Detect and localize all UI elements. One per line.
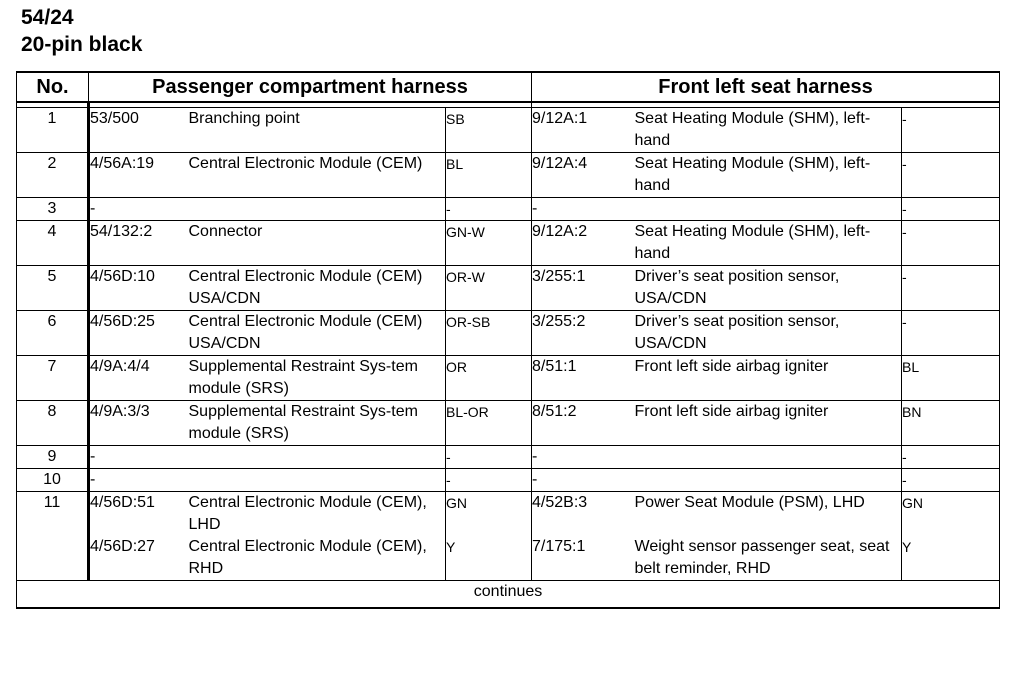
table-row (17, 311, 1000, 356)
passenger-description: Central Electronic Module (CEM) USA/CDN (189, 266, 446, 311)
table-row (17, 198, 1000, 221)
passenger-connector: - (89, 198, 189, 221)
seat-description (635, 446, 902, 469)
passenger-description: Supplemental Restraint Sys-tem module (SRS) (189, 356, 446, 401)
passenger-wire-color: - (446, 198, 532, 221)
seat-connector: - (532, 446, 635, 469)
passenger-wire-color: SB (446, 108, 532, 153)
row-number: 6 (17, 311, 89, 356)
row-number: 1 (17, 108, 89, 153)
passenger-wire-color: OR (446, 356, 532, 401)
seat-description: Weight sensor passenger seat, seat belt reminder, RHD (635, 536, 902, 581)
seat-wire-color: Y (902, 536, 1000, 581)
row-number: 10 (17, 469, 89, 492)
passenger-connector: 4/56D:25 (89, 311, 189, 356)
passenger-connector: - (89, 446, 189, 469)
seat-connector: 9/12A:4 (532, 153, 635, 198)
table-row (17, 108, 1000, 153)
seat-wire-color: - (902, 266, 1000, 311)
passenger-description: Central Electronic Module (CEM) USA/CDN (189, 311, 446, 356)
seat-connector: 8/51:2 (532, 401, 635, 446)
passenger-description (189, 469, 446, 492)
passenger-connector: 4/9A:4/4 (89, 356, 189, 401)
seat-wire-color: - (902, 108, 1000, 153)
table-row (17, 221, 1000, 266)
passenger-description: Supplemental Restraint Sys-tem module (SRS) (189, 401, 446, 446)
header-passenger-harness: Passenger compartment harness (89, 72, 532, 102)
row-number: 2 (17, 153, 89, 198)
row-number: 7 (17, 356, 89, 401)
row-number: 8 (17, 401, 89, 446)
passenger-connector: 4/56D:27 (89, 536, 189, 581)
connector-number: 54/24 (21, 6, 74, 29)
table-row (17, 446, 1000, 469)
seat-connector: 3/255:1 (532, 266, 635, 311)
seat-description (635, 198, 902, 221)
row-number: 5 (17, 266, 89, 311)
seat-connector: - (532, 198, 635, 221)
table-row (17, 153, 1000, 198)
passenger-description (189, 198, 446, 221)
passenger-description: Central Electronic Module (CEM), RHD (189, 536, 446, 581)
passenger-wire-color: - (446, 469, 532, 492)
table-row (17, 266, 1000, 311)
table-row (17, 492, 1000, 537)
seat-description: Power Seat Module (PSM), LHD (634, 494, 865, 511)
seat-description: Driver’s seat position sensor, USA/CDN (635, 311, 902, 356)
seat-description: Seat Heating Module (SHM), left-hand (635, 108, 902, 153)
passenger-wire-color: GN (446, 492, 532, 537)
seat-connector: 4/52B:3 (532, 494, 588, 511)
passenger-wire-color: - (446, 446, 532, 469)
passenger-connector: 4/56A:19 (89, 153, 189, 198)
row-number: 4 (17, 221, 89, 266)
row-number: 3 (17, 198, 89, 221)
passenger-connector: 4/9A:3/3 (89, 401, 189, 446)
passenger-wire-color: Y (446, 536, 532, 581)
table-header-row (17, 72, 1000, 102)
table-row (17, 356, 1000, 401)
row-number: 9 (17, 446, 89, 469)
passenger-wire-color: GN-W (446, 221, 532, 266)
passenger-connector: 4/56D:51 (90, 494, 155, 511)
passenger-description: Central Electronic Module (CEM) (189, 153, 446, 198)
passenger-wire-color: BL-OR (446, 401, 532, 446)
seat-connector: 3/255:2 (532, 311, 635, 356)
connector-description: 20-pin black (21, 33, 143, 56)
passenger-connector: - (89, 469, 189, 492)
seat-wire-color: BN (902, 401, 1000, 446)
passenger-connector: 53/500 (89, 108, 189, 153)
passenger-connector: 54/132:2 (89, 221, 189, 266)
passenger-wire-color: BL (446, 153, 532, 198)
seat-wire-color: - (902, 153, 1000, 198)
seat-description: Front left side airbag igniter (635, 401, 902, 446)
seat-connector: 7/175:1 (532, 536, 635, 581)
row-number: 11 (17, 492, 89, 581)
seat-wire-color: - (902, 198, 1000, 221)
seat-wire-color: GN (902, 492, 1000, 537)
table-row (17, 469, 1000, 492)
seat-connector: 9/12A:2 (532, 221, 635, 266)
seat-wire-color: - (902, 446, 1000, 469)
seat-connector: - (532, 469, 635, 492)
table-row (17, 401, 1000, 446)
seat-wire-color: BL (902, 356, 1000, 401)
seat-description: Seat Heating Module (SHM), left-hand (635, 153, 902, 198)
passenger-description: Connector (189, 221, 446, 266)
page-header (21, 4, 142, 58)
header-seat-harness: Front left seat harness (532, 72, 1000, 102)
seat-description: Driver’s seat position sensor, USA/CDN (635, 266, 902, 311)
seat-description (635, 469, 902, 492)
seat-connector: 9/12A:1 (532, 108, 635, 153)
table-row (17, 536, 1000, 581)
seat-connector: 8/51:1 (532, 356, 635, 401)
passenger-description (189, 446, 446, 469)
seat-wire-color: - (902, 469, 1000, 492)
passenger-connector: 4/56D:10 (89, 266, 189, 311)
seat-wire-color: - (902, 311, 1000, 356)
header-number: No. (17, 72, 89, 102)
passenger-description: Branching point (189, 108, 446, 153)
table-body (17, 108, 1000, 492)
seat-wire-color: - (902, 221, 1000, 266)
wiring-table (16, 71, 1000, 609)
passenger-wire-color: OR-W (446, 266, 532, 311)
seat-description: Seat Heating Module (SHM), left-hand (635, 221, 902, 266)
passenger-wire-color: OR-SB (446, 311, 532, 356)
continues-note: continues (17, 581, 1000, 609)
table-footer-row (17, 581, 1000, 609)
passenger-description: Central Electronic Module (CEM), LHD (188, 494, 427, 533)
seat-description: Front left side airbag igniter (635, 356, 902, 401)
